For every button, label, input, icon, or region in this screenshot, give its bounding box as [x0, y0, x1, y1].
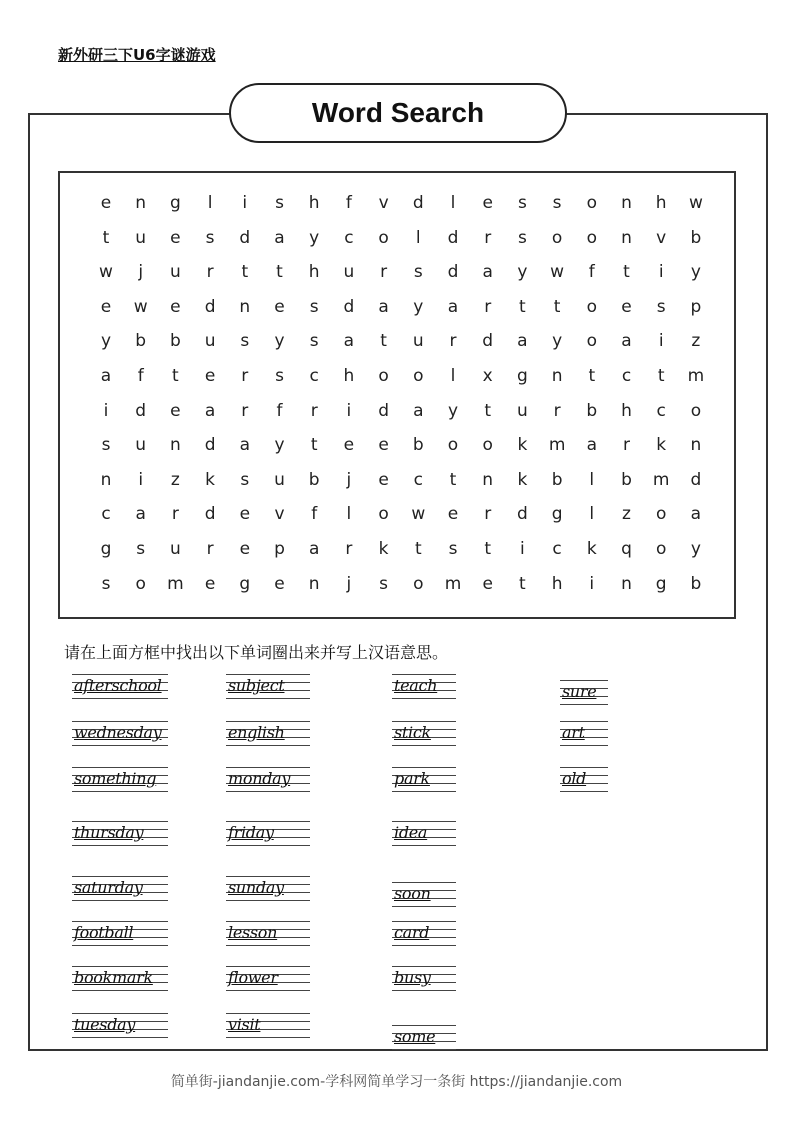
grid-letter[interactable]: e [204, 366, 216, 386]
grid-letter[interactable]: y [690, 539, 701, 559]
vocab-word-text: card [394, 923, 430, 942]
grid-letter[interactable]: r [484, 504, 492, 525]
grid-letter[interactable]: f [311, 504, 318, 525]
grid-letter[interactable]: o [135, 573, 146, 594]
grid-letter[interactable]: s [517, 193, 527, 213]
grid-letter[interactable]: a [135, 504, 146, 525]
grid-letter[interactable]: t [553, 296, 561, 317]
vocab-word-wednesday [72, 717, 168, 751]
grid-letter[interactable]: g [169, 193, 181, 213]
grid-letter[interactable]: i [138, 469, 144, 490]
grid-letter[interactable]: c [413, 469, 423, 490]
grid-letter[interactable]: d [135, 400, 147, 421]
grid-letter[interactable]: j [346, 469, 352, 490]
grid-letter[interactable]: t [449, 469, 457, 490]
vocab-word-text: tuesday [74, 1015, 136, 1034]
grid-letter[interactable]: n [621, 193, 632, 213]
vocab-word-text: stick [394, 723, 431, 742]
vocab-word-lesson [226, 917, 310, 951]
grid-letter[interactable]: n [135, 193, 147, 213]
grid-letter[interactable]: b [586, 400, 598, 421]
grid-letter[interactable]: b [690, 227, 702, 248]
grid-letter[interactable]: e [378, 435, 389, 456]
grid-letter[interactable]: a [690, 504, 702, 525]
vocab-word-sure [560, 676, 608, 710]
vocab-word-soon [392, 878, 456, 912]
grid-letter[interactable]: z [622, 504, 631, 525]
vocab-word-text: football [74, 923, 134, 942]
grid-letter[interactable]: s [205, 227, 215, 248]
grid-letter[interactable]: l [207, 193, 213, 213]
grid-letter[interactable]: k [517, 469, 528, 490]
grid-letter[interactable]: v [656, 227, 667, 248]
grid-letter[interactable]: a [517, 331, 528, 352]
grid-letter[interactable]: r [241, 400, 249, 421]
puzzle-title: Word Search [229, 83, 567, 143]
vocab-word-text: bookmark [74, 968, 153, 987]
grid-letter[interactable]: f [137, 366, 144, 386]
grid-letter[interactable]: r [380, 262, 388, 283]
grid-letter[interactable]: z [691, 331, 701, 352]
grid-letter[interactable]: y [690, 262, 701, 283]
vocab-word-text: something [74, 769, 157, 788]
grid-letter[interactable]: r [623, 435, 630, 456]
grid-letter[interactable]: i [103, 400, 109, 421]
grid-letter[interactable]: d [447, 227, 459, 248]
grid-letter[interactable]: o [586, 227, 597, 248]
grid-letter[interactable]: o [655, 539, 667, 559]
grid-letter[interactable]: w [133, 296, 148, 317]
grid-letter[interactable]: y [100, 331, 112, 352]
grid-letter[interactable]: k [586, 539, 597, 559]
grid-letter[interactable]: h [621, 400, 632, 421]
vocab-word-monday [226, 763, 310, 797]
grid-letter[interactable]: h [308, 193, 320, 213]
grid-letter[interactable]: y [517, 262, 528, 283]
vocab-word-text: busy [394, 968, 431, 987]
grid-letter[interactable]: l [450, 366, 456, 386]
grid-letter[interactable]: t [657, 366, 665, 386]
grid-letter[interactable]: q [621, 539, 632, 559]
grid-letter[interactable]: o [378, 227, 389, 248]
vocab-word-text: visit [228, 1015, 261, 1034]
vocab-word-text: wednesday [74, 723, 162, 742]
vocab-word-text: sure [562, 682, 597, 701]
grid-letter[interactable]: e [170, 227, 181, 248]
vocab-word-text: art [562, 723, 585, 742]
grid-letter[interactable]: m [444, 573, 462, 594]
vocab-word-text: teach [394, 676, 438, 695]
grid-letter[interactable]: a [621, 331, 632, 352]
grid-letter[interactable]: i [658, 331, 664, 352]
grid-letter[interactable]: d [204, 435, 216, 456]
vocab-word-text: thursday [74, 823, 144, 842]
grid-letter[interactable]: c [621, 366, 632, 386]
grid-letter[interactable]: f [345, 193, 352, 213]
vocab-word-text: monday [228, 769, 291, 788]
vocab-word-thursday [72, 817, 168, 851]
grid-letter[interactable]: s [413, 262, 423, 283]
vocab-word-flower [226, 962, 310, 996]
grid-letter[interactable]: e [447, 504, 459, 525]
grid-letter[interactable]: n [551, 366, 563, 386]
grid-letter[interactable]: x [482, 366, 493, 386]
vocab-word-english [226, 717, 310, 751]
grid-letter[interactable]: s [309, 331, 319, 352]
grid-letter[interactable]: u [274, 469, 285, 490]
grid-letter[interactable]: g [516, 366, 528, 386]
vocab-word-old [560, 763, 608, 797]
grid-letter[interactable]: k [656, 435, 667, 456]
grid-letter[interactable]: e [482, 193, 493, 213]
grid-letter[interactable]: r [206, 539, 214, 559]
grid-letter[interactable]: u [135, 435, 147, 456]
grid-letter[interactable]: y [309, 227, 320, 248]
grid-letter[interactable]: c [309, 366, 319, 386]
grid-letter[interactable]: t [623, 262, 630, 283]
vocab-word-text: soon [394, 884, 431, 903]
grid-letter[interactable]: a [274, 227, 285, 248]
grid-letter[interactable]: r [553, 400, 561, 421]
grid-letter[interactable]: m [167, 573, 184, 594]
grid-letter[interactable]: p [274, 539, 285, 559]
vocab-word-text: old [562, 769, 587, 788]
vocab-word-text: park [394, 769, 430, 788]
grid-letter[interactable]: l [346, 504, 352, 525]
grid-letter[interactable]: f [276, 400, 283, 421]
grid-letter[interactable]: g [239, 573, 251, 594]
grid-letter[interactable]: a [586, 435, 597, 456]
grid-letter[interactable]: o [378, 366, 389, 386]
grid-letter[interactable]: t [102, 227, 110, 248]
grid-letter[interactable]: e [170, 400, 181, 421]
grid-letter[interactable]: m [687, 366, 705, 386]
grid-letter[interactable]: b [690, 573, 702, 594]
grid-letter[interactable]: e [239, 539, 251, 559]
grid-letter[interactable]: o [413, 366, 424, 386]
grid-letter[interactable]: v [274, 504, 285, 525]
grid-letter[interactable]: b [412, 435, 424, 456]
grid-letter[interactable]: b [621, 469, 632, 490]
grid-letter[interactable]: t [172, 366, 179, 386]
grid-letter[interactable]: e [621, 296, 632, 317]
grid-letter[interactable]: d [447, 262, 459, 283]
grid-letter[interactable]: s [101, 435, 111, 456]
grid-letter[interactable]: t [276, 262, 283, 283]
grid-letter[interactable]: s [517, 227, 527, 248]
vocab-word-teach [392, 670, 456, 704]
vocab-word-text: lesson [228, 923, 278, 942]
vocab-word-stick [392, 717, 456, 751]
grid-letter[interactable]: e [170, 296, 181, 317]
grid-letter[interactable]: y [447, 400, 459, 421]
grid-letter[interactable]: o [413, 573, 424, 594]
grid-letter[interactable]: l [450, 193, 456, 213]
grid-letter[interactable]: d [482, 331, 494, 352]
grid-letter[interactable]: z [170, 469, 180, 490]
grid-letter[interactable]: t [414, 539, 422, 559]
grid-letter[interactable]: o [447, 435, 459, 456]
grid-letter[interactable]: i [242, 193, 248, 213]
grid-letter[interactable]: e [274, 296, 285, 317]
grid-letter[interactable]: s [101, 573, 111, 594]
vocab-word-friday [226, 817, 310, 851]
vocab-word-saturday [72, 872, 168, 906]
grid-letter[interactable]: o [586, 331, 597, 352]
vocab-word-visit [226, 1009, 310, 1043]
grid-letter[interactable]: o [586, 296, 597, 317]
grid-letter[interactable]: w [688, 193, 703, 213]
grid-letter[interactable]: w [99, 262, 113, 283]
grid-letter[interactable]: n [482, 469, 494, 490]
grid-letter[interactable]: a [100, 366, 112, 386]
grid-letter[interactable]: t [588, 366, 596, 386]
grid-letter[interactable]: k [378, 539, 389, 559]
vocab-word-text: english [228, 723, 285, 742]
grid-letter[interactable]: a [413, 400, 424, 421]
vocab-word-bookmark [72, 962, 168, 996]
grid-letter[interactable]: y [552, 331, 563, 352]
grid-letter[interactable]: d [343, 296, 355, 317]
grid-letter[interactable]: d [690, 469, 702, 490]
grid-letter[interactable]: a [308, 539, 320, 559]
grid-letter[interactable]: h [655, 193, 667, 213]
grid-letter[interactable]: u [170, 539, 181, 559]
vocab-word-idea [392, 817, 456, 851]
grid-letter[interactable]: r [310, 400, 318, 421]
grid-letter[interactable]: d [378, 400, 389, 421]
vocab-word-text: idea [394, 823, 428, 842]
grid-letter[interactable]: a [447, 296, 459, 317]
grid-letter[interactable]: w [550, 262, 565, 283]
footer-text: 简单街-jiandanjie.com-学科网简单学习一条街 https://jiandanjie.com [170, 1074, 623, 1090]
vocab-word-text: flower [228, 968, 278, 987]
grid-letter[interactable]: t [484, 539, 492, 559]
grid-letter[interactable]: s [136, 539, 146, 559]
grid-letter[interactable]: l [415, 227, 421, 248]
vocab-word-text: saturday [74, 878, 143, 897]
grid-letter[interactable]: r [449, 331, 457, 352]
grid-letter[interactable]: s [275, 193, 284, 213]
grid-letter[interactable]: t [241, 262, 249, 283]
grid-letter[interactable]: t [519, 296, 526, 317]
grid-letter[interactable]: e [482, 573, 493, 594]
vocab-word-text: some [394, 1027, 436, 1046]
grid-letter[interactable]: g [655, 573, 667, 594]
grid-letter[interactable]: m [652, 469, 670, 490]
vocab-word-art [560, 717, 608, 751]
grid-letter[interactable]: u [343, 262, 355, 283]
vocab-word-text: friday [228, 823, 274, 842]
grid-letter[interactable]: i [589, 573, 595, 594]
vocab-word-card [392, 917, 456, 951]
grid-letter[interactable]: n [100, 469, 112, 490]
grid-letter[interactable]: y [274, 331, 285, 352]
grid-letter[interactable]: s [656, 296, 666, 317]
vocab-word-subject [226, 670, 310, 704]
grid-letter[interactable]: h [343, 366, 355, 386]
grid-letter[interactable]: a [482, 262, 493, 283]
grid-letter[interactable]: m [548, 435, 566, 456]
vocab-word-tuesday [72, 1009, 168, 1043]
grid-letter[interactable]: r [345, 539, 353, 559]
grid-letter[interactable]: n [621, 573, 632, 594]
grid-letter[interactable]: e [100, 193, 112, 213]
grid-letter[interactable]: u [517, 400, 528, 421]
grid-letter[interactable]: e [100, 296, 112, 317]
grid-letter[interactable]: n [239, 296, 251, 317]
vocab-word-something [72, 763, 168, 797]
grid-letter[interactable]: r [484, 227, 492, 248]
grid-letter[interactable]: n [170, 435, 181, 456]
grid-letter[interactable]: d [204, 296, 216, 317]
vocab-word-text: afterschool [74, 676, 162, 695]
vocab-word-busy [392, 962, 456, 996]
grid-letter[interactable]: s [275, 366, 284, 386]
document-title: 新外研三下U6字谜游戏 [58, 46, 216, 64]
grid-letter[interactable]: b [169, 331, 181, 352]
grid-letter[interactable]: b [135, 331, 147, 352]
grid-letter[interactable]: r [171, 504, 179, 525]
grid-letter[interactable]: e [378, 469, 389, 490]
grid-letter[interactable]: c [552, 539, 562, 559]
vocab-word-text: subject [228, 676, 285, 695]
grid-letter[interactable]: e [239, 504, 251, 525]
word-search-grid-box [58, 171, 736, 619]
vocab-word-park [392, 763, 456, 797]
vocab-word-afterschool [72, 670, 168, 704]
grid-letter[interactable]: o [690, 400, 702, 421]
grid-letter[interactable]: s [448, 539, 458, 559]
grid-letter[interactable]: a [239, 435, 250, 456]
grid-letter[interactable]: s [240, 331, 250, 352]
grid-letter[interactable]: c [344, 227, 354, 248]
grid-letter[interactable]: a [343, 331, 355, 352]
grid-letter[interactable]: d [412, 193, 424, 213]
grid-letter[interactable]: a [204, 400, 216, 421]
grid-letter[interactable]: n [690, 435, 702, 456]
grid-letter[interactable]: s [309, 296, 319, 317]
grid-letter[interactable]: o [655, 504, 667, 525]
grid-letter[interactable]: g [551, 504, 563, 525]
grid-letter[interactable]: j [346, 573, 352, 594]
grid-letter[interactable]: a [378, 296, 389, 317]
grid-letter[interactable]: b [551, 469, 563, 490]
vocab-word-sunday [226, 872, 310, 906]
grid-letter[interactable]: e [274, 573, 285, 594]
grid-letter[interactable]: b [308, 469, 320, 490]
grid-letter[interactable]: l [589, 504, 595, 525]
grid-letter[interactable]: h [308, 262, 320, 283]
grid-letter[interactable]: y [413, 296, 424, 317]
instruction-text: 请在上面方框中找出以下单词圈出来并写上汉语意思。 [64, 643, 449, 662]
grid-letter[interactable]: h [551, 573, 563, 594]
grid-letter[interactable]: n [621, 227, 632, 248]
grid-letter[interactable]: o [482, 435, 493, 456]
grid-letter[interactable]: i [520, 539, 525, 559]
grid-letter[interactable]: c [101, 504, 111, 525]
grid-letter[interactable]: p [690, 296, 702, 317]
grid-letter[interactable]: f [588, 262, 595, 283]
vocab-word-some [392, 1021, 456, 1055]
grid-letter[interactable]: o [551, 227, 563, 248]
grid-letter[interactable]: t [519, 573, 526, 594]
grid-letter[interactable]: l [589, 469, 595, 490]
grid-letter[interactable]: o [378, 504, 389, 525]
grid-letter[interactable]: e [204, 573, 216, 594]
grid-letter[interactable]: k [517, 435, 528, 456]
grid-letter[interactable]: u [135, 227, 147, 248]
grid-letter[interactable]: k [205, 469, 216, 490]
grid-letter[interactable]: i [346, 400, 352, 421]
grid-letter[interactable]: n [308, 573, 320, 594]
grid-letter[interactable]: j [138, 262, 144, 283]
grid-letter[interactable]: u [204, 331, 216, 352]
grid-letter[interactable]: c [656, 400, 666, 421]
grid-letter[interactable]: y [274, 435, 285, 456]
grid-letter[interactable]: d [239, 227, 251, 248]
grid-letter[interactable]: v [378, 193, 389, 213]
grid-letter[interactable]: t [380, 331, 387, 352]
vocab-word-text: sunday [228, 878, 284, 897]
grid-letter[interactable]: e [343, 435, 355, 456]
grid-letter[interactable]: d [516, 504, 528, 525]
grid-letter[interactable]: w [411, 504, 426, 525]
grid-letter[interactable]: s [240, 469, 250, 490]
grid-letter[interactable]: u [170, 262, 181, 283]
grid-letter[interactable]: t [310, 435, 318, 456]
grid-letter[interactable]: i [658, 262, 664, 283]
vocab-word-football [72, 917, 168, 951]
grid-letter[interactable]: t [484, 400, 492, 421]
grid-letter[interactable]: r [484, 296, 492, 317]
grid-letter[interactable]: g [100, 539, 112, 559]
grid-letter[interactable]: s [552, 193, 562, 213]
grid-letter[interactable]: r [206, 262, 214, 283]
grid-letter[interactable]: s [379, 573, 389, 594]
grid-letter[interactable]: u [412, 331, 424, 352]
grid-letter[interactable]: d [204, 504, 216, 525]
grid-letter[interactable]: r [241, 366, 249, 386]
grid-letter[interactable]: o [586, 193, 597, 213]
